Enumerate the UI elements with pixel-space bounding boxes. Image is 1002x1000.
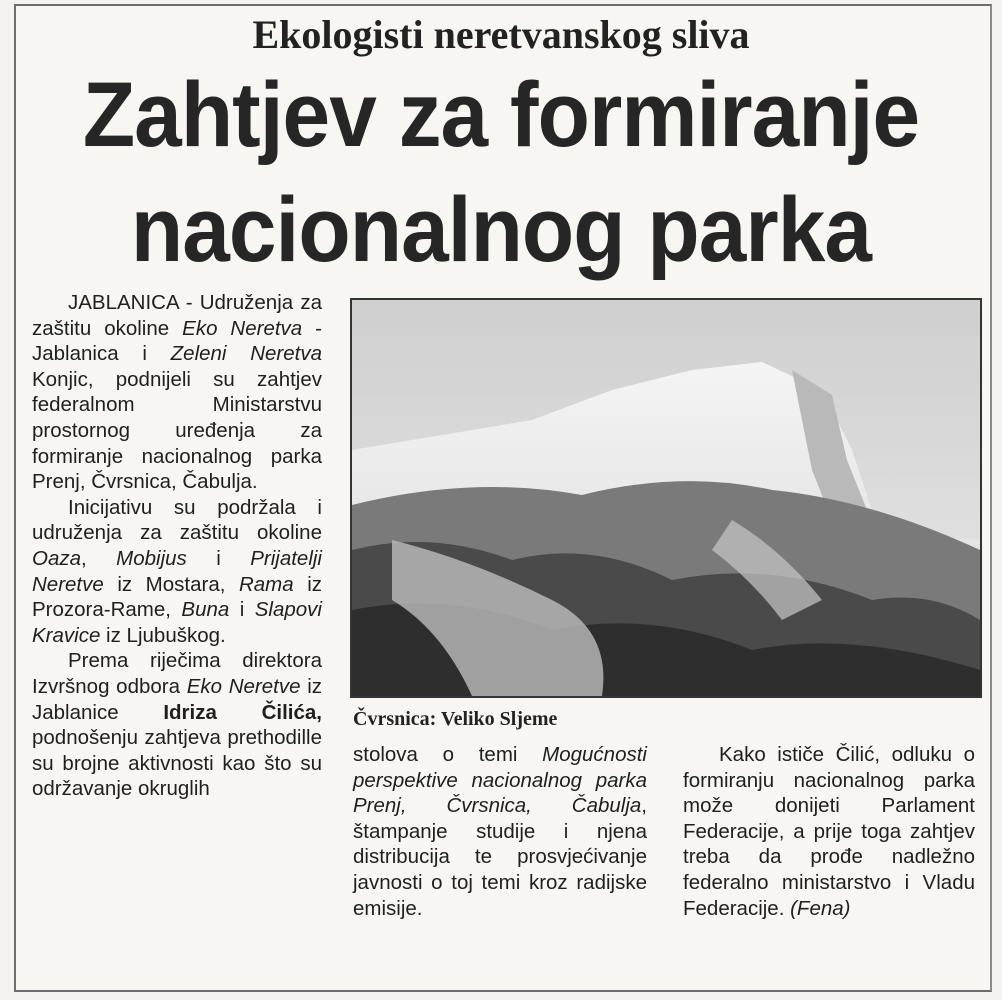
article-column-1: [32, 290, 322, 802]
mountain-photo: [350, 298, 982, 698]
paragraph-3: Prema riječima direktora Izvršnog odbora Eko Neretve iz Jablanice Idriza Čilića, podnošenju zahtjeva prethodille su brojne aktivnosti kao što su održavanje okruglih: [32, 649, 322, 801]
paragraph-4: stolova o temi Mogućnosti perspektive nacionalnog parka Prenj, Čvrsnica, Čabulja, štampanje studije i njena distribucija te prosvjećivanje javnosti o toj temi kroz radijske emisije.: [353, 743, 647, 920]
article-column-2: [353, 742, 647, 921]
photo-caption: Čvrsnica: Veliko Sljeme: [353, 708, 558, 730]
article-kicker: Ekologisti neretvanskog sliva: [252, 12, 750, 57]
paragraph-5: Kako ističe Čilić, odluku o formiranju nacionalnog parka može donijeti Parlament Federacije, a prije toga zahtjev treba da prođe nadležno federalno ministarstvo i Vladu Federacije. (Fena): [683, 743, 975, 920]
headline-line-2: nacionalnog parka: [130, 179, 872, 281]
paragraph-2: Inicijativu su podržala i udruženja za zaštitu okoline Oaza, Mobijus i Prijatelji Neretve iz Mostara, Rama iz Prozora-Rame, Buna i Slapovi Kravice iz Ljubuškog.: [32, 495, 323, 647]
paragraph-1: JABLANICA - Udruženja za zaštitu okoline Eko Neretva - Jablanica i Zeleni Neretva Konjic, podnijeli su zahtjev federalnom Ministarstvu prostornog uređenja za formiranje nacionalnog parka Prenj, Čvrsnica, Čabulja.: [32, 291, 323, 494]
article-column-3: [683, 742, 975, 921]
headline-line-1: Zahtjev za formiranje: [82, 64, 920, 166]
